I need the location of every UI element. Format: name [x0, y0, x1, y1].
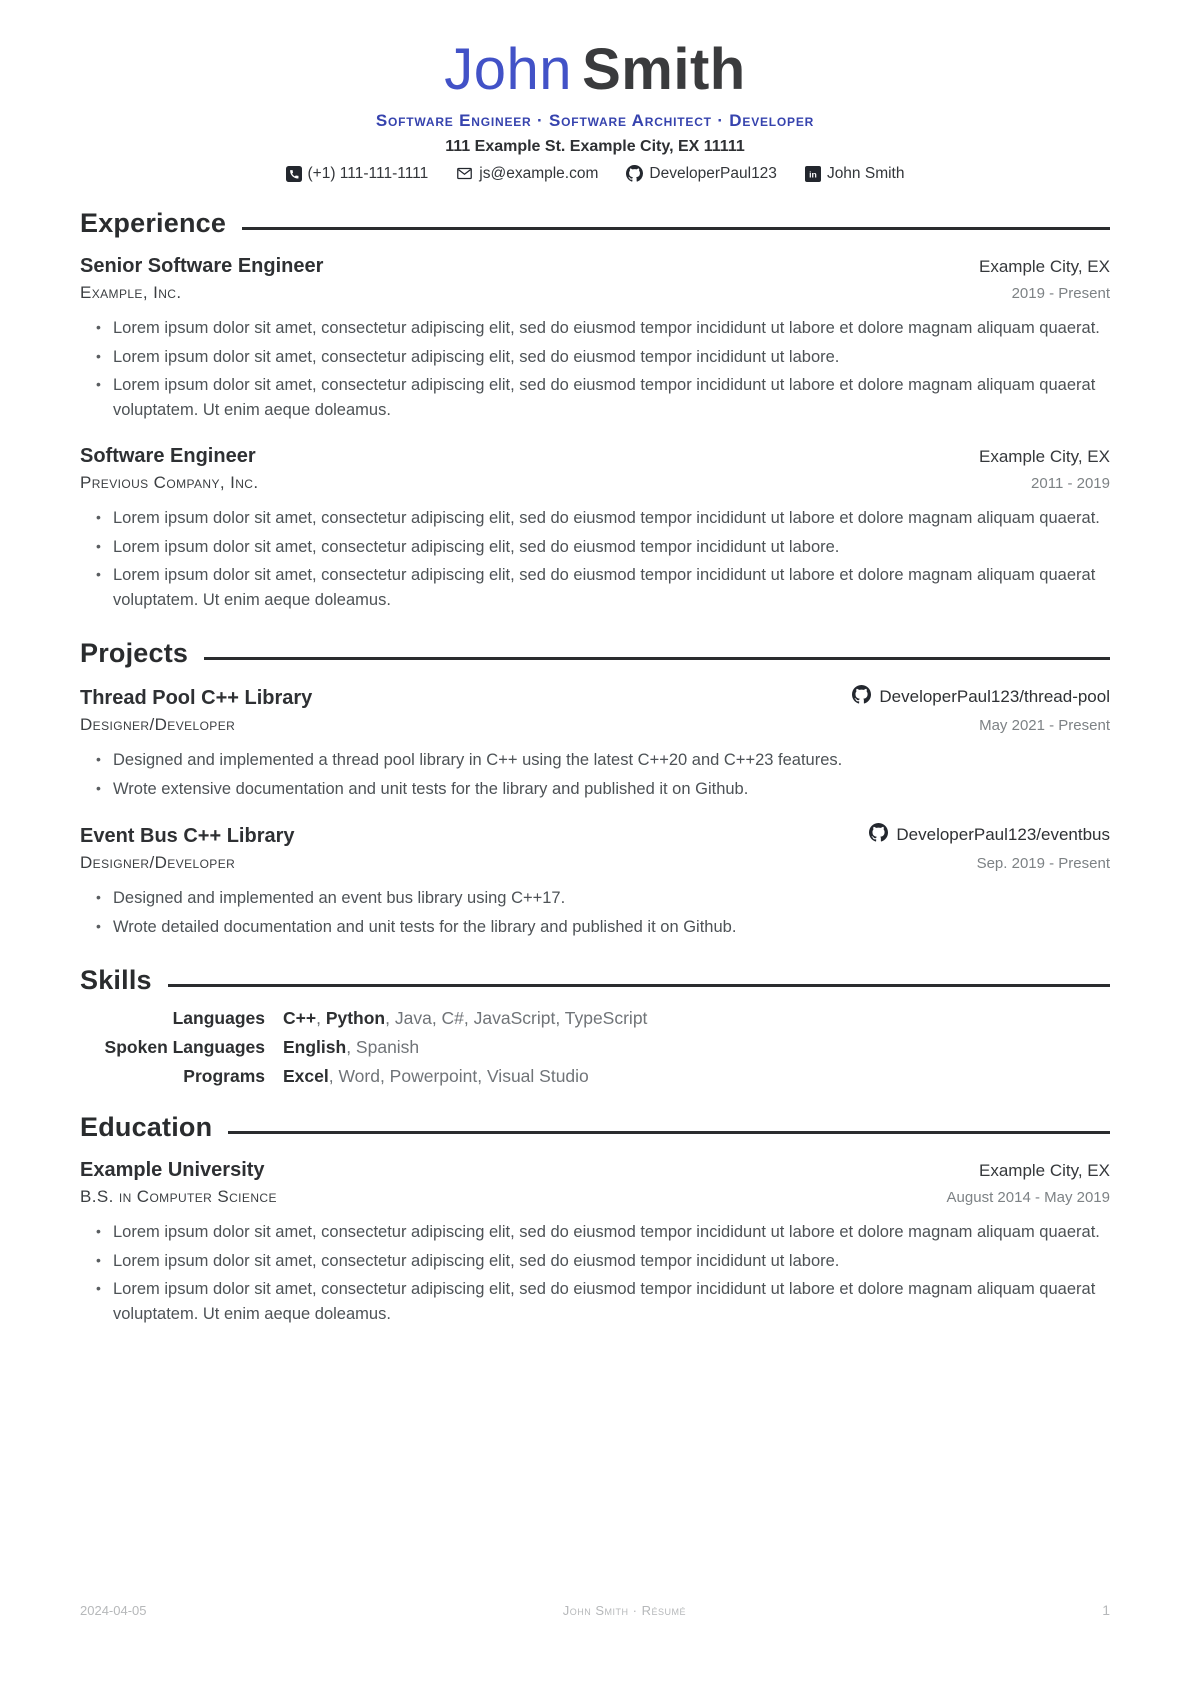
project-repo: DeveloperPaul123/eventbus: [896, 825, 1110, 845]
section-rule: [242, 227, 1110, 230]
skill-strong: Excel: [283, 1065, 329, 1086]
bullet-item: • Lorem ipsum dolor sit amet, consectetur adipiscing elit, sed do eiusmod tempor incididunt ut labore et dolore magnam aliquam quaerat.: [113, 316, 1110, 341]
job-dates: 2011 - 2019: [1031, 474, 1110, 492]
footer-date: 2024-04-05: [80, 1603, 147, 1618]
projects-section: [80, 638, 1110, 940]
projects-header: [80, 638, 1110, 669]
project-dates: May 2021 - Present: [979, 716, 1110, 734]
phone-link[interactable]: [286, 165, 429, 183]
skill-sep: ,: [316, 1007, 326, 1028]
job-dates: 2019 - Present: [1011, 284, 1110, 302]
bullet-item: • Lorem ipsum dolor sit amet, consectetur adipiscing elit, sed do eiusmod tempor incididunt ut labore et dolore magnam aliquam quaerat voluptatem. Ut enim aeque doleamus.: [113, 1277, 1110, 1327]
section-rule: [204, 657, 1110, 660]
project-name: Thread Pool C++ Library: [80, 686, 313, 709]
bullet-item: • Lorem ipsum dolor sit amet, consectetur adipiscing elit, sed do eiusmod tempor incididunt ut labore.: [113, 535, 1110, 560]
bullet-item: • Lorem ipsum dolor sit amet, consectetur adipiscing elit, sed do eiusmod tempor incididunt ut labore et dolore magnam aliquam quaerat.: [113, 506, 1110, 531]
project-repo-link[interactable]: [852, 685, 1110, 709]
project-role: Designer/Developer: [80, 714, 236, 734]
project-name: Event Bus C++ Library: [80, 825, 295, 848]
job-title: Senior Software Engineer: [80, 254, 324, 277]
skill-label: Programs: [183, 1065, 265, 1086]
svg-text:in: in: [809, 169, 817, 180]
degree: B.S. in Computer Science: [80, 1186, 277, 1206]
email-link[interactable]: [456, 165, 598, 183]
job-bullets: [80, 316, 1110, 423]
bullet-item: • Designed and implemented a thread pool library in C++ using the latest C++20 and C++23 features.: [113, 748, 1110, 773]
job-title: Software Engineer: [80, 444, 256, 467]
skill-rest: , Spanish: [346, 1036, 420, 1057]
job-company: Previous Company, Inc.: [80, 472, 259, 492]
education-title: Education: [80, 1111, 213, 1142]
project-repo: DeveloperPaul123/thread-pool: [879, 686, 1110, 706]
school-name: Example University: [80, 1158, 265, 1181]
job-location: Example City, EX: [978, 256, 1110, 276]
job-company: Example, Inc.: [80, 282, 182, 302]
bullet-item: • Lorem ipsum dolor sit amet, consectetur adipiscing elit, sed do eiusmod tempor incididunt ut labore et dolore magnam aliquam quaerat voluptatem. Ut enim aeque doleamus.: [113, 563, 1110, 613]
bullet-item: • Wrote extensive documentation and unit tests for the library and published it on Github.: [113, 777, 1110, 802]
page-footer: [80, 1602, 1110, 1618]
email-icon: [456, 165, 473, 182]
project-repo-link[interactable]: [869, 823, 1110, 847]
bullet-item: • Lorem ipsum dolor sit amet, consectetur adipiscing elit, sed do eiusmod tempor incididunt ut labore et dolore magnam aliquam quaerat voluptatem. Ut enim aeque doleamus.: [113, 373, 1110, 423]
project-entry: [80, 685, 1110, 802]
tagline: Software Engineer · Software Architect · Developer: [375, 110, 815, 130]
skill-row-programs: [80, 1066, 1110, 1087]
education-section: [80, 1112, 1110, 1327]
experience-title: Experience: [80, 207, 227, 238]
project-bullets: [80, 886, 1110, 940]
skill-label: Languages: [172, 1007, 265, 1028]
skill-value: [283, 1008, 647, 1029]
linkedin-name: John Smith: [826, 164, 905, 182]
skill-value: [283, 1066, 589, 1087]
skills-header: [80, 965, 1110, 996]
contact-row: [80, 165, 1110, 183]
last-name: Smith: [582, 37, 746, 102]
phone-number: (+1) 111-111-1111: [307, 164, 429, 182]
linkedin-link[interactable]: [805, 165, 905, 183]
education-header: [80, 1112, 1110, 1143]
experience-header: [80, 208, 1110, 239]
education-dates: August 2014 - May 2019: [946, 1188, 1110, 1206]
education-bullets: [80, 1220, 1110, 1327]
job-entry: [80, 255, 1110, 423]
skill-row-languages: [80, 1008, 1110, 1029]
skill-strong: English: [283, 1036, 347, 1057]
github-icon: [626, 165, 643, 182]
skill-value: [283, 1037, 419, 1058]
address: 111 Example St. Example City, EX 11111: [445, 137, 745, 155]
skill-row-spoken-languages: [80, 1037, 1110, 1058]
skills-table: [80, 1008, 1110, 1087]
skills-title: Skills: [80, 964, 152, 995]
github-link[interactable]: [626, 165, 777, 183]
project-bullets: [80, 748, 1110, 802]
job-location: Example City, EX: [978, 446, 1110, 466]
job-bullets: [80, 506, 1110, 613]
bullet-item: • Lorem ipsum dolor sit amet, consectetur adipiscing elit, sed do eiusmod tempor incididunt ut labore.: [113, 1249, 1110, 1274]
section-rule: [228, 1131, 1110, 1134]
github-icon: [869, 823, 888, 847]
education-entry: [80, 1159, 1110, 1327]
phone-icon: [286, 166, 302, 182]
linkedin-icon: [805, 166, 821, 182]
skill-strong: C++: [283, 1007, 317, 1028]
projects-title: Projects: [80, 637, 189, 668]
email-address: js@example.com: [479, 164, 599, 182]
project-dates: Sep. 2019 - Present: [976, 855, 1110, 873]
github-username: DeveloperPaul123: [649, 164, 777, 182]
bullet-item: • Lorem ipsum dolor sit amet, consectetur adipiscing elit, sed do eiusmod tempor incididunt ut labore et dolore magnam aliquam quaerat.: [113, 1220, 1110, 1245]
experience-section: [80, 208, 1110, 613]
section-rule: [168, 984, 1110, 987]
skill-strong: Python: [325, 1007, 386, 1028]
job-entry: [80, 445, 1110, 613]
skill-label: Spoken Languages: [104, 1036, 265, 1057]
skills-section: [80, 965, 1110, 1087]
first-name: John: [444, 37, 573, 102]
full-name: [80, 37, 1110, 102]
project-role: Designer/Developer: [80, 853, 236, 873]
header: [80, 37, 1110, 183]
page-number: 1: [1102, 1602, 1110, 1618]
school-location: Example City, EX: [978, 1160, 1110, 1180]
bullet-item: • Designed and implemented an event bus library using C++17.: [113, 886, 1110, 911]
bullet-item: • Wrote detailed documentation and unit tests for the library and published it on Github.: [113, 915, 1110, 940]
github-icon: [852, 685, 871, 709]
footer-title: John Smith · Résumé: [562, 1603, 686, 1618]
skill-rest: , Word, Powerpoint, Visual Studio: [328, 1065, 589, 1086]
project-entry: [80, 823, 1110, 940]
bullet-item: • Lorem ipsum dolor sit amet, consectetur adipiscing elit, sed do eiusmod tempor incididunt ut labore.: [113, 345, 1110, 370]
skill-rest: , Java, C#, JavaScript, TypeScript: [385, 1007, 648, 1028]
